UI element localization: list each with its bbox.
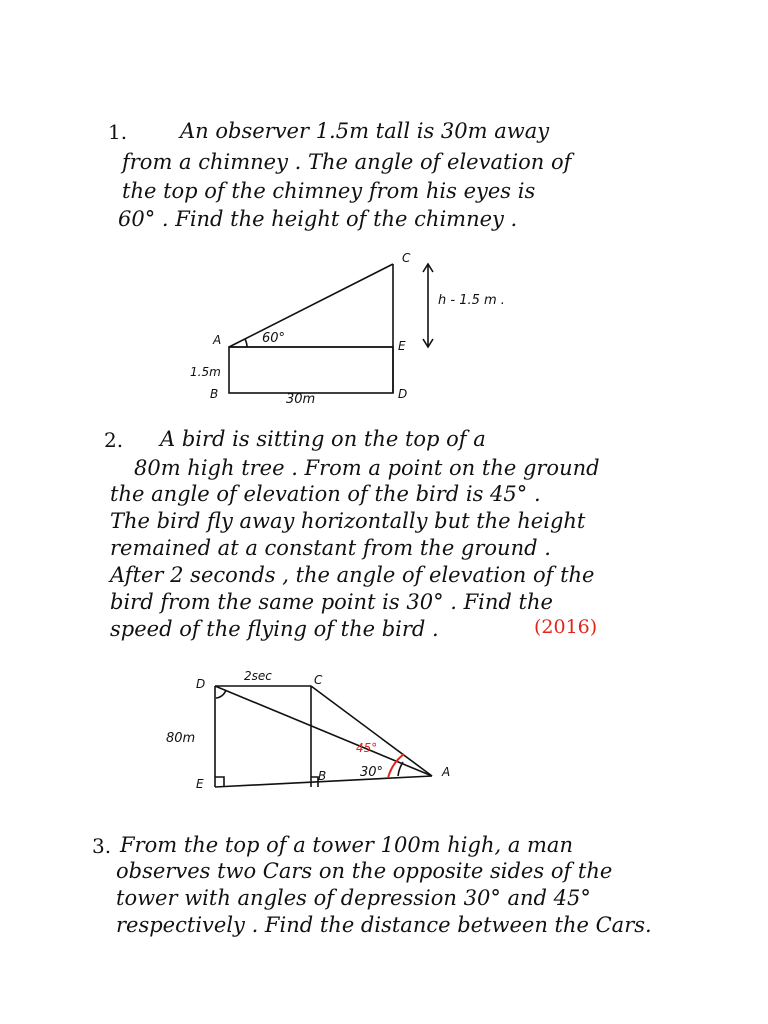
question-3-line-4: respectively . Find the distance between the Cars. bbox=[116, 913, 652, 937]
fig2-angle-d bbox=[216, 690, 226, 698]
fig1-height-right: h - 1.5 m . bbox=[438, 293, 505, 308]
fig2-angle-45-label: 45° bbox=[356, 741, 378, 755]
question-2-line-4: The bird fly away horizontally but the height bbox=[110, 509, 586, 533]
fig2-line-da bbox=[215, 686, 432, 776]
question-2-line-3: the angle of elevation of the bird is 45° . bbox=[110, 482, 541, 506]
fig2-label-D: D bbox=[196, 677, 206, 691]
fig1-label-B: B bbox=[210, 387, 219, 401]
question-2-line-7: bird from the same point is 30° . Find the bbox=[110, 590, 553, 614]
fig1-label-D: D bbox=[398, 387, 408, 401]
fig2-angle-30-arc bbox=[398, 762, 403, 776]
fig2-top-label: 2sec bbox=[244, 669, 272, 683]
fig2-label-B: B bbox=[318, 769, 327, 783]
question-2-line-2: 80m high tree . From a point on the ground bbox=[134, 456, 600, 480]
fig2-line-ca bbox=[311, 686, 432, 776]
question-2-line-6: After 2 seconds , the angle of elevation of the bbox=[110, 563, 595, 587]
fig2-label-E: E bbox=[196, 777, 204, 791]
question-2-line-5: remained at a constant from the ground . bbox=[110, 536, 551, 560]
fig2-label-A: A bbox=[442, 765, 451, 779]
question-2-number: 2. bbox=[104, 428, 124, 452]
fig1-angle-label: 60° bbox=[262, 331, 286, 346]
fig1-label-A: A bbox=[213, 333, 222, 347]
question-1-line-3: the top of the chimney from his eyes is bbox=[122, 179, 536, 203]
fig2-label-C: C bbox=[314, 673, 323, 687]
question-3-line-1: From the top of a tower 100m high, a man bbox=[120, 833, 573, 857]
question-3-line-3: tower with angles of depression 30° and 45° bbox=[116, 886, 591, 910]
question-1-line-4: 60° . Find the height of the chimney . bbox=[118, 207, 518, 231]
fig1-height-left: 1.5m bbox=[190, 365, 221, 379]
question-3-line-2: observes two Cars on the opposite sides of the bbox=[116, 859, 613, 883]
fig2-height-label: 80m bbox=[166, 731, 196, 746]
question-2-line-1: A bird is sitting on the top of a bbox=[160, 427, 486, 451]
question-2-line-8: speed of the flying of the bird . bbox=[110, 617, 439, 641]
fig2-angle-30-label: 30° bbox=[360, 765, 384, 780]
question-1-line-2: from a chimney . The angle of elevation of bbox=[122, 150, 572, 174]
fig2-right-angle-e bbox=[215, 777, 224, 787]
question-2-year: (2016) bbox=[534, 616, 598, 638]
fig1-label-C: C bbox=[402, 251, 411, 265]
question-1-number: 1. bbox=[108, 120, 128, 144]
question-1-line-1: An observer 1.5m tall is 30m away bbox=[180, 119, 550, 143]
fig1-base-label: 30m bbox=[286, 392, 316, 407]
question-3-number: 3. bbox=[92, 834, 112, 858]
fig1-label-E: E bbox=[398, 339, 406, 353]
